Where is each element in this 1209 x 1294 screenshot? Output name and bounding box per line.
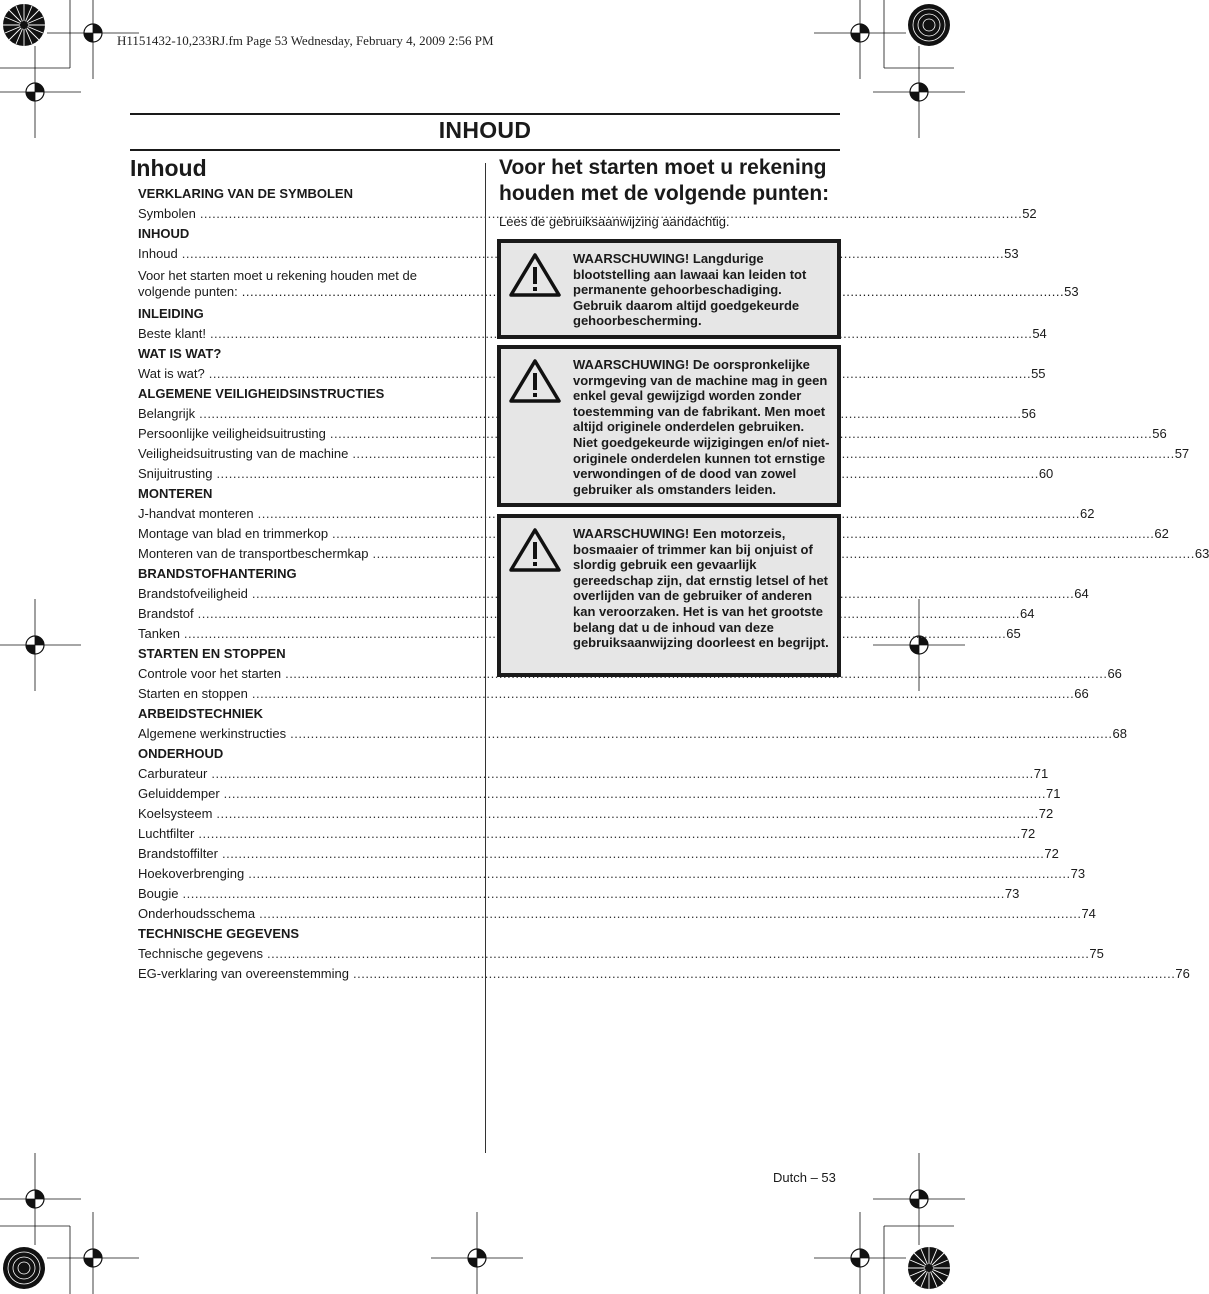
toc-section-title: BRANDSTOFHANTERING — [138, 566, 297, 581]
toc-entry-text: Geluiddemper — [138, 786, 220, 801]
toc-section-title: ARBEIDSTECHNIEK — [138, 706, 263, 721]
toc-page-number: 72 — [1038, 806, 1054, 821]
warning-text: WAARSCHUWING! Langdurige blootstelling aan lawaai kan leiden tot permanente gehoorbeschadiging. Gebruik daarom altijd goedgekeurde gehoorbescherming. — [573, 251, 807, 329]
toc-page-number: 75 — [1089, 946, 1104, 961]
toc-entry — [138, 584, 1089, 604]
toc-entry-text: Veiligheidsuitrusting van de machine — [138, 446, 349, 461]
toc-section-title: INHOUD — [138, 226, 190, 241]
toc-page-number: 64 — [1020, 606, 1035, 621]
toc-entry — [138, 904, 1096, 924]
toc-entry — [138, 264, 1079, 300]
toc-entry-text: Monteren van de transportbeschermkap — [138, 546, 369, 561]
page-title: INHOUD — [438, 117, 532, 143]
toc-page-number: 62 — [1080, 506, 1095, 521]
toc-entry — [138, 404, 1036, 424]
toc-entry — [138, 444, 1190, 464]
toc-section-title: MONTEREN — [138, 486, 213, 501]
toc-heading: Inhoud — [130, 155, 207, 181]
toc-entry — [138, 604, 1035, 624]
toc-page-number: 56 — [1152, 426, 1167, 441]
toc-entry — [138, 544, 1209, 564]
toc-page-number: 53 — [1064, 284, 1079, 299]
toc-entry-text: Brandstoffilter — [138, 846, 218, 861]
toc-entry — [138, 844, 1059, 864]
warning-box-3 — [497, 514, 841, 677]
toc-leader-dots — [290, 724, 1112, 744]
toc-page-number: 56 — [1021, 406, 1036, 421]
toc-entry-text: Wat is wat? — [138, 366, 205, 381]
warning-triangle-icon — [509, 252, 561, 298]
toc-entry — [138, 784, 1061, 804]
toc-leader-dots — [222, 844, 1044, 864]
toc-page-number: 65 — [1006, 626, 1021, 641]
toc-entry-text: Algemene werkinstructies — [138, 726, 287, 741]
toc-page-number: 72 — [1044, 846, 1059, 861]
toc-leader-dots — [198, 824, 1020, 844]
toc-page-number: 53 — [1004, 246, 1019, 261]
toc-leader-dots — [252, 684, 1074, 704]
toc-page-number: 60 — [1038, 466, 1054, 481]
toc-entry — [138, 824, 1036, 844]
toc-entry — [138, 884, 1020, 904]
toc-page-number: 66 — [1074, 686, 1089, 701]
warning-triangle-icon — [509, 527, 561, 573]
toc-section-title: ONDERHOUD — [138, 746, 224, 761]
toc-page-number: 54 — [1032, 326, 1047, 341]
warning-box-1 — [497, 239, 841, 339]
toc-section-title: ALGEMENE VEILIGHEIDSINSTRUCTIES — [138, 386, 385, 401]
toc-page-number: 62 — [1154, 526, 1169, 541]
warning-box-2 — [497, 345, 841, 507]
toc-entry-text: Bougie — [138, 886, 179, 901]
file-info-header: H1151432-10,233RJ.fm Page 53 Wednesday, February 4, 2009 2:56 PM — [117, 33, 494, 48]
toc-entry-text: Persoonlijke veiligheidsuitrusting — [138, 426, 326, 441]
toc-page-number: 73 — [1070, 866, 1086, 881]
toc-entry — [138, 524, 1169, 544]
toc-entry — [138, 864, 1086, 884]
toc-page-number: 63 — [1194, 546, 1209, 561]
column-divider — [485, 163, 486, 1153]
toc-leader-dots — [248, 864, 1070, 884]
toc-page-number: 73 — [1004, 886, 1020, 901]
toc-entry-text: Brandstofveiligheid — [138, 586, 248, 601]
toc-entry-text: Tanken — [138, 626, 180, 641]
toc-page-number: 52 — [1022, 206, 1037, 221]
toc-leader-dots — [182, 884, 1004, 904]
toc-entry-text: Belangrijk — [138, 406, 196, 421]
toc-page-number: 57 — [1174, 446, 1190, 461]
title-rule-top — [130, 113, 840, 115]
toc-entry — [138, 504, 1095, 524]
toc-entry — [138, 964, 1190, 984]
toc-entry-text: Montage van blad en trimmerkop — [138, 526, 329, 541]
toc-entry-text: volgende punten: — [138, 284, 238, 299]
toc-entry — [138, 364, 1046, 384]
toc-section-title: TECHNISCHE GEGEVENS — [138, 926, 300, 941]
intro-text: Lees de gebruiksaanwijzing aandachtig. — [499, 214, 730, 229]
section-heading: Voor het starten moet u rekening houden met de volgende punten: — [499, 156, 830, 205]
warning-text: WAARSCHUWING! Een motorzeis, bosmaaier of trimmer kan bij onjuist of slordig gebruik een gevaarlijk gereedschap zijn, dat ernstig letsel of het overlijden van de gebruiker of anderen kan veroorzaken. Het is van het grootste belang dat u de inhoud van deze gebruiksaanwijzing doorleest en begrijpt. — [573, 526, 829, 651]
toc-entry — [138, 664, 1122, 684]
toc-entry-text: Carburateur — [138, 766, 208, 781]
toc-entry-label-line: Voor het starten moet u rekening houden met de — [138, 268, 417, 283]
toc-entry-text: Symbolen — [138, 206, 196, 221]
toc-entry — [138, 324, 1047, 344]
toc-entry-text: Beste klant! — [138, 326, 206, 341]
toc-page-number: 64 — [1074, 586, 1089, 601]
toc-entry — [138, 684, 1089, 704]
toc-leader-dots — [224, 784, 1046, 804]
toc-entry-text: Technische gegevens — [138, 946, 264, 961]
toc-entry — [138, 624, 1021, 644]
toc-leader-dots — [216, 804, 1038, 824]
toc-entry-text: Koelsysteem — [138, 806, 213, 821]
toc-entry-text: Starten en stoppen — [138, 686, 248, 701]
toc-entry-text: Snijuitrusting — [138, 466, 213, 481]
toc-page-number: 71 — [1033, 766, 1049, 781]
toc-entry-text: Hoekoverbrenging — [138, 866, 245, 881]
toc-entry-text: Inhoud — [138, 246, 178, 261]
toc-page-number: 55 — [1031, 366, 1046, 381]
toc-entry — [138, 424, 1167, 444]
toc-page-number: 68 — [1112, 726, 1127, 741]
toc-leader-dots — [259, 904, 1081, 924]
toc-entry-text: Onderhoudsschema — [138, 906, 256, 921]
title-rule-bottom — [130, 149, 840, 151]
toc-entry-text: J-handvat monteren — [138, 506, 254, 521]
toc-page-number: 76 — [1175, 966, 1190, 981]
toc-entry-text: Luchtfilter — [138, 826, 195, 841]
toc-entry — [138, 764, 1049, 784]
toc-entry — [138, 244, 1019, 264]
warning-text: WAARSCHUWING! De oorspronkelijke vormgeving van de machine mag in geen enkel geval gewijzigd worden zonder toestemming van de fabrikant. Men moet altijd originele onderdelen gebruiken. Niet goedgekeurde wijzigingen en/of niet-originele onderdelen kunnen tot ernstige verwondingen of de dood van zowel gebruiker als omstanders leiden. — [573, 357, 830, 497]
toc-entry — [138, 944, 1104, 964]
toc-page-number: 66 — [1107, 666, 1122, 681]
toc-section-title: VERKLARING VAN DE SYMBOLEN — [138, 186, 353, 201]
page-footer: Dutch – 53 — [773, 1170, 836, 1185]
toc-leader-dots — [353, 964, 1175, 984]
toc-entry-text: Brandstof — [138, 606, 194, 621]
warning-triangle-icon — [509, 358, 561, 404]
toc-entry-text: EG-verklaring van overeenstemming — [138, 966, 349, 981]
toc-section-title: STARTEN EN STOPPEN — [138, 646, 286, 661]
toc-leader-dots — [267, 944, 1089, 964]
toc-section-title: WAT IS WAT? — [138, 346, 222, 361]
toc-entry — [138, 724, 1127, 744]
toc-page-number: 74 — [1081, 906, 1096, 921]
toc-page-number: 72 — [1020, 826, 1036, 841]
toc-entry — [138, 464, 1054, 484]
toc-page-number: 71 — [1046, 786, 1061, 801]
toc-entry-text: Controle voor het starten — [138, 666, 282, 681]
toc-section-title: INLEIDING — [138, 306, 204, 321]
toc-leader-dots — [211, 764, 1033, 784]
toc-entry — [138, 804, 1054, 824]
